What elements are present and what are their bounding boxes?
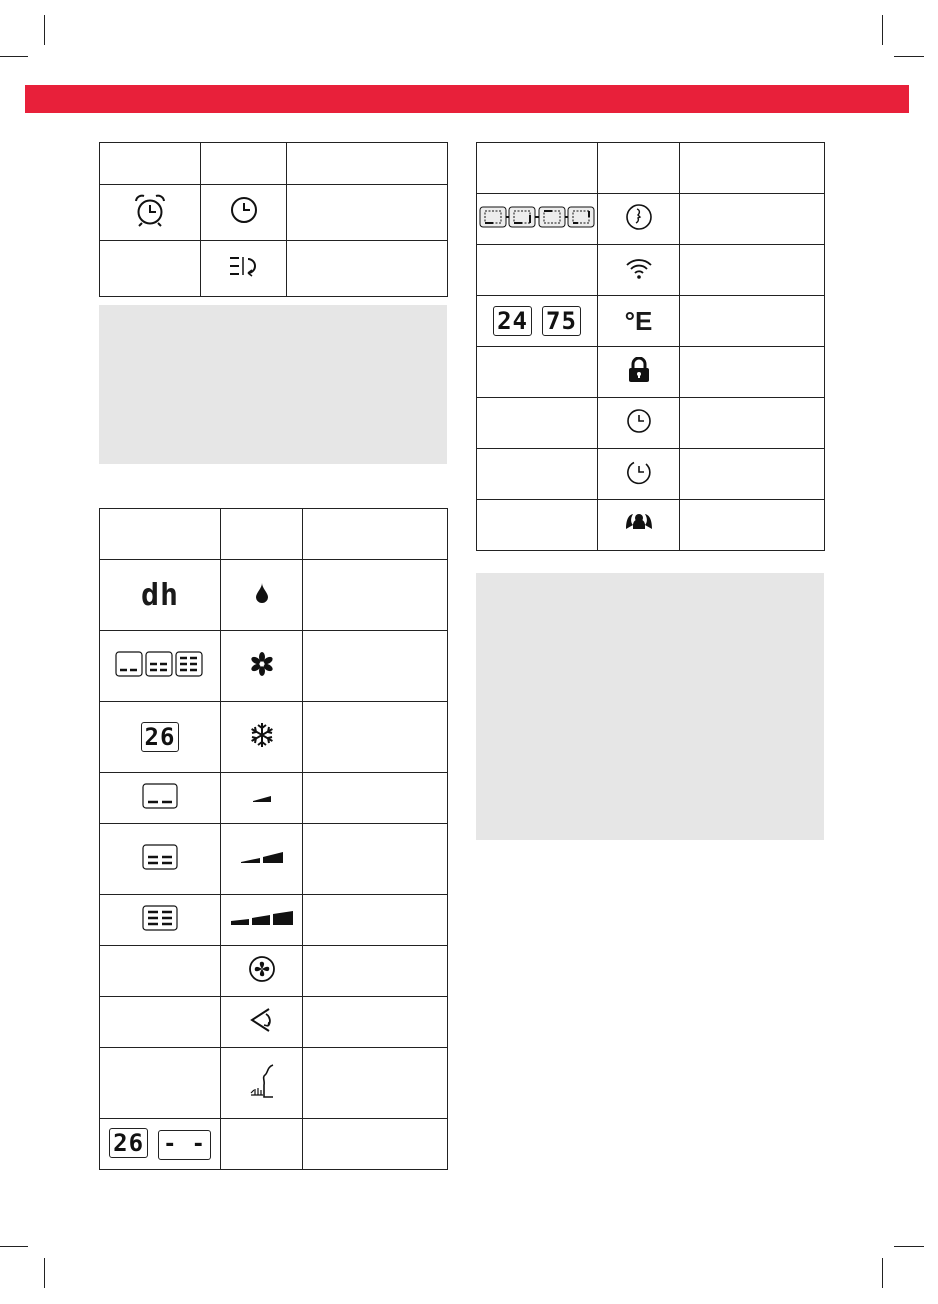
table-row xyxy=(477,245,825,296)
note-box xyxy=(99,305,447,464)
crop-mark xyxy=(882,1258,883,1288)
table-row xyxy=(477,449,825,500)
crop-mark xyxy=(44,1258,45,1288)
speed-bar-low-icon xyxy=(253,792,271,802)
degree-unit-symbol: °E xyxy=(624,305,653,336)
swing-icon xyxy=(227,255,261,277)
wifi-icon xyxy=(625,257,653,279)
fan-speed-mid-segment xyxy=(142,844,178,870)
fan-speed-low-segment xyxy=(142,783,178,809)
water-drop-icon xyxy=(254,582,270,604)
crop-mark xyxy=(894,56,924,57)
table-header-row xyxy=(100,143,448,185)
temperature-display: 26 xyxy=(141,722,180,752)
table-row xyxy=(100,702,448,773)
note-box xyxy=(476,573,824,840)
table-row xyxy=(100,1119,448,1170)
table-header-row xyxy=(477,143,825,194)
auto-fan-icon xyxy=(248,955,276,983)
timer-off-icon xyxy=(626,459,652,485)
sleep-icon xyxy=(247,1063,277,1099)
table-row xyxy=(477,194,825,245)
timer-on-icon xyxy=(626,408,652,434)
sleep-segment-group xyxy=(479,205,595,229)
mode-symbol-table xyxy=(99,508,448,1170)
humidity-display: 75 xyxy=(542,306,581,336)
oscillation-icon xyxy=(249,1007,275,1033)
table-row xyxy=(100,895,448,946)
crop-mark xyxy=(0,56,28,57)
fan-speed-high-segment xyxy=(142,905,178,931)
table-row xyxy=(100,1048,448,1119)
table-row xyxy=(100,560,448,631)
temperature-display: 26 xyxy=(109,1128,148,1158)
speed-bar-mid-icon xyxy=(241,851,283,863)
table-row xyxy=(100,824,448,895)
timer-symbol-table xyxy=(99,142,448,297)
fan-icon xyxy=(250,652,274,676)
turbo-icon xyxy=(624,511,654,535)
table-row xyxy=(477,347,825,398)
table-row xyxy=(477,398,825,449)
snowflake-icon xyxy=(249,722,275,748)
table-header-row xyxy=(100,509,448,560)
table-row xyxy=(100,631,448,702)
alarm-clock-icon xyxy=(130,193,170,227)
temperature-display: 24 xyxy=(493,306,532,336)
sleep-face-icon xyxy=(625,203,653,231)
dash-display: - - xyxy=(158,1130,211,1160)
crop-mark xyxy=(44,15,45,45)
table-row xyxy=(100,185,448,241)
clock-icon xyxy=(229,195,259,225)
lock-icon xyxy=(628,357,650,383)
dehumidify-display: dh xyxy=(140,577,180,613)
header-banner xyxy=(25,85,909,113)
table-row xyxy=(477,296,825,347)
speed-bar-high-icon xyxy=(231,911,293,925)
table-row xyxy=(100,773,448,824)
crop-mark xyxy=(894,1246,924,1247)
crop-mark xyxy=(0,1246,28,1247)
table-row xyxy=(100,946,448,997)
table-row xyxy=(477,500,825,551)
fan-speed-segment-group xyxy=(115,651,205,677)
status-symbol-table xyxy=(476,142,825,551)
table-row xyxy=(100,241,448,297)
table-row xyxy=(100,997,448,1048)
crop-mark xyxy=(882,15,883,45)
